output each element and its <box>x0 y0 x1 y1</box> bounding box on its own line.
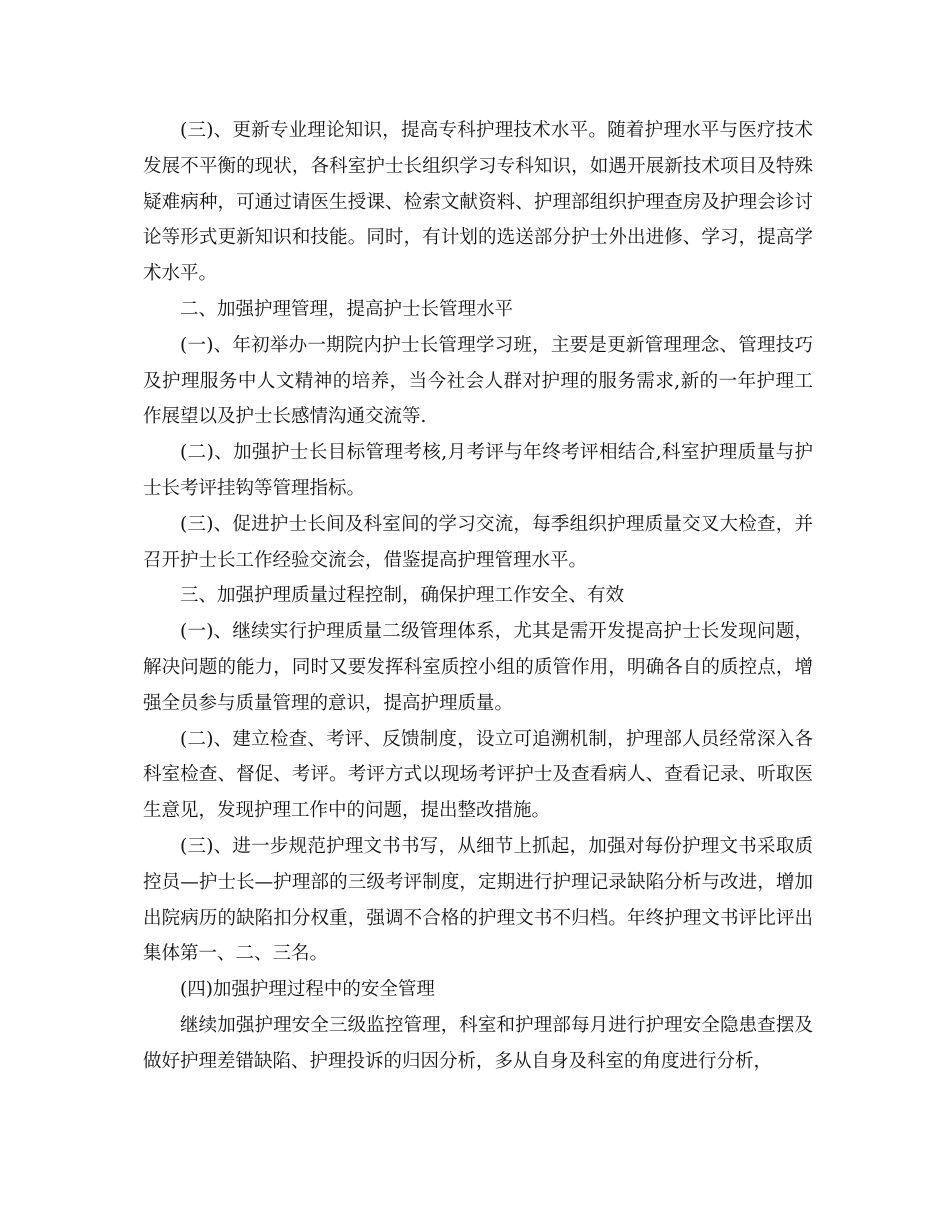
paragraph-update-professional-knowledge: (三)、更新专业理论知识，提高专科护理技术水平。随着护理水平与医疗技术发展不平衡的现状，各科室护士长组织学习专科知识，如遇开展新技术项目及特殊疑难病种，可通过请医生授课、检索文献资料、护理部组织护理查房及护理会诊讨论等形式更新知识和技能。同时，有计划的选送部分护士外出进修、学习，提高学术水平。 <box>143 120 813 285</box>
paragraph-two-level-management-system: (一)、继续实行护理质量二级管理体系，尤其是需开发提高护士长发现问题，解决问题的能力，同时又要发挥科室质控小组的质管作用，明确各自的质控点，增强全员参与质量管理的意识，提高护理质量。 <box>143 621 813 714</box>
paragraph-target-management-assessment: (二)、加强护士长目标管理考核,月考评与年终考评相结合,科室护理质量与护士长考评挂钩等管理指标。 <box>143 442 813 499</box>
paragraph-exchange-between-departments: (三)、促进护士长间及科室间的学习交流，每季组织护理质量交叉大检查，并召开护士长工作经验交流会，借鉴提高护理管理水平。 <box>143 513 813 571</box>
paragraph-nursing-documentation: (三)、进一步规范护理文书书写，从细节上抓起，加强对每份护理文书采取质控员—护士长—护理部的三级考评制度，定期进行护理记录缺陷分析与改进，增加出院病历的缺陷扣分权重，强调不合格的护理文书不归档。年终护理文书评比评出集体第一、二、三名。 <box>143 835 813 965</box>
paragraph-safety-monitoring: 继续加强护理安全三级监控管理，科室和护理部每月进行护理安全隐患查摆及做好护理差错缺陷、护理投诉的归因分析，多从自身及科室的角度进行分析， <box>143 1014 813 1072</box>
paragraph-inspection-feedback-system: (二)、建立检查、考评、反馈制度，设立可追溯机制，护理部人员经常深入各科室检查、督促、考评。考评方式以现场考评护士及查看病人、查看记录、听取医生意见，发现护理工作中的问题，提出整改措施。 <box>143 728 813 822</box>
heading-quality-process-control: 三、加强护理质量过程控制，确保护理工作安全、有效 <box>180 585 625 607</box>
document-body <box>143 113 813 1080</box>
heading-safety-management: (四)加强护理过程中的安全管理 <box>180 979 435 1001</box>
heading-strengthen-nursing-management: 二、加强护理管理，提高护士长管理水平 <box>180 298 514 320</box>
paragraph-head-nurse-training: (一)、年初举办一期院内护士长管理学习班，主要是更新管理理念、管理技巧及护理服务中人文精神的培养，当今社会人群对护理的服务需求,新的一年护理工作展望以及护士长感情沟通交流等. <box>143 334 813 428</box>
